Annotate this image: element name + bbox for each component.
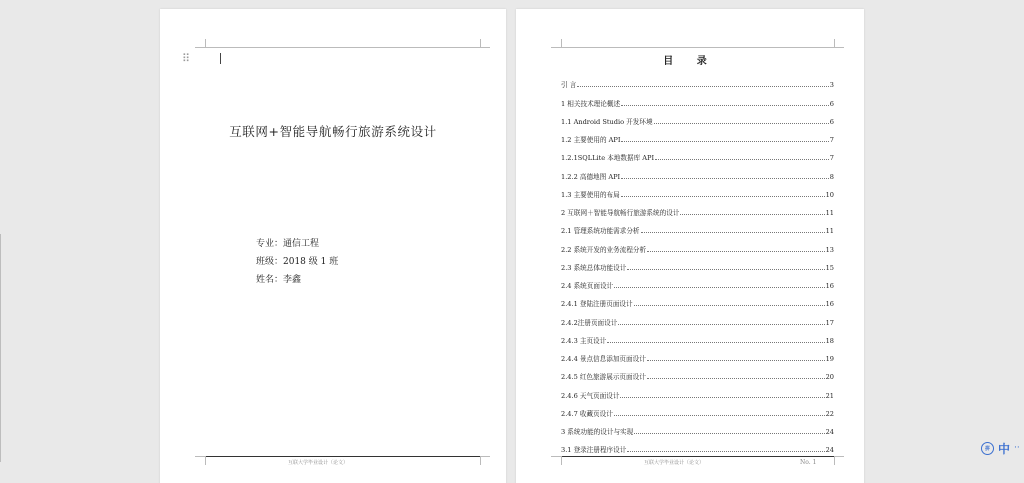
page-number: No. 1 bbox=[800, 459, 817, 466]
toc-entry[interactable] bbox=[561, 363, 834, 381]
toc-leader-dots bbox=[577, 85, 829, 87]
toc-entry-page: 10 bbox=[825, 190, 834, 199]
toc-leader-dots bbox=[647, 250, 824, 252]
toc-leader-dots bbox=[618, 323, 824, 325]
toc-entry-page: 16 bbox=[825, 300, 834, 309]
footer-corner-mark bbox=[561, 456, 562, 465]
toc-entry-page: 7 bbox=[829, 136, 834, 144]
document-page-toc[interactable] bbox=[516, 9, 864, 483]
toc-entry-label: 1.1 Android Studio 开发环境 bbox=[561, 117, 653, 126]
toc-leader-dots bbox=[634, 432, 824, 434]
toc-entry-page: 11 bbox=[825, 227, 834, 236]
header-margin-line bbox=[205, 47, 480, 48]
toc-entry[interactable] bbox=[561, 181, 834, 199]
toc-entry-label: 2.4 系统页面设计 bbox=[561, 282, 614, 290]
toc-entry-label: 3 系统功能的设计与实现 bbox=[561, 428, 634, 436]
toc-entry-page: 7 bbox=[829, 154, 834, 163]
toc-entry-label: 引 言 bbox=[561, 81, 577, 90]
footer-corner-mark bbox=[480, 456, 481, 465]
footer-margin-mark bbox=[834, 456, 844, 457]
info-class: 班级：2018 级 1 班 bbox=[256, 257, 339, 267]
toc-entry[interactable] bbox=[561, 235, 834, 253]
footer-margin-mark bbox=[551, 456, 561, 457]
toc-entry-page: 15 bbox=[825, 263, 834, 272]
toc-entry-label: 2.4.5 红色旅游展示页面设计 bbox=[561, 373, 646, 382]
drag-handle-icon[interactable]: ⠿ bbox=[182, 52, 191, 65]
footer-corner-mark bbox=[834, 456, 835, 465]
toc-entry-label: 1.3 主要使用的布局 bbox=[561, 190, 620, 199]
toc-leader-dots bbox=[654, 122, 829, 124]
toc-entry-label: 2.4.6 天气页面设计 bbox=[561, 391, 620, 400]
page-footer-text: 互联大学毕业设计（论文） bbox=[288, 460, 349, 466]
toc-entry[interactable] bbox=[561, 436, 834, 454]
toc-entry[interactable] bbox=[561, 199, 834, 217]
toc-entry[interactable] bbox=[561, 308, 834, 326]
ime-toolbar[interactable] bbox=[981, 439, 1020, 457]
toc-leader-dots bbox=[607, 341, 824, 343]
toc-entry[interactable] bbox=[561, 418, 834, 436]
toc-entry-page: 18 bbox=[825, 336, 834, 345]
toc-entry-label: 2.4.3 主页设计 bbox=[561, 336, 607, 345]
toc-leader-dots bbox=[621, 195, 825, 197]
toc-entry-page: 13 bbox=[825, 245, 834, 254]
toc-leader-dots bbox=[614, 414, 825, 416]
header-margin-mark bbox=[195, 47, 205, 48]
toc-entry-label: 2.4.7 收藏页设计 bbox=[561, 409, 613, 418]
toc-entry-page: 6 bbox=[829, 117, 834, 126]
toc-entry-page: 16 bbox=[825, 282, 834, 290]
toc-entry-label: 1.2.2 高德地图 API bbox=[561, 172, 621, 181]
toc-entry[interactable] bbox=[561, 290, 834, 308]
toc-leader-dots bbox=[680, 213, 824, 215]
toc-entry-label: 2.1 管理系统功能需求分析 bbox=[561, 227, 640, 236]
toc-entry-label: 3.1 登录注册程序设计 bbox=[561, 446, 627, 455]
info-major: 专业：通信工程 bbox=[256, 239, 320, 249]
toc-entry-label: 2.3 系统总体功能设计 bbox=[561, 263, 627, 272]
toc-heading: 目 录 bbox=[663, 56, 717, 67]
table-of-contents bbox=[561, 71, 834, 454]
toc-leader-dots bbox=[647, 377, 825, 379]
document-title: 互联网+智能导航畅行旅游系统设计 bbox=[229, 124, 437, 139]
toc-entry-label: 2.4.4 景点信息添加页面设计 bbox=[561, 355, 646, 363]
header-margin-mark bbox=[480, 47, 490, 48]
header-margin-line bbox=[561, 47, 834, 48]
page-footer-text: 互联大学毕业设计（论文） bbox=[644, 460, 705, 466]
toc-entry-page: 17 bbox=[825, 318, 834, 327]
header-margin-mark bbox=[834, 47, 844, 48]
toc-entry-page: 8 bbox=[829, 172, 834, 181]
footer-margin-mark bbox=[195, 456, 205, 457]
toc-entry[interactable] bbox=[561, 89, 834, 107]
toc-leader-dots bbox=[627, 450, 824, 452]
scroll-edge bbox=[0, 234, 1, 462]
toc-leader-dots bbox=[634, 304, 825, 306]
toc-leader-dots bbox=[641, 231, 825, 233]
toc-leader-dots bbox=[620, 396, 824, 398]
toc-entry-label: 2 互联网＋智能导航畅行旅游系统的设计 bbox=[561, 209, 680, 217]
toc-entry-page: 11 bbox=[825, 209, 834, 217]
document-page-cover[interactable] bbox=[160, 9, 506, 483]
toc-entry-page: 20 bbox=[825, 373, 834, 382]
footer-margin-mark bbox=[480, 456, 490, 457]
toc-leader-dots bbox=[647, 359, 825, 361]
toc-entry-label: 1 相关技术理论概述 bbox=[561, 99, 621, 108]
toc-entry-label: 2.4.1 登陆注册页面设计 bbox=[561, 300, 633, 309]
toc-entry[interactable] bbox=[561, 381, 834, 399]
toc-entry-page: 6 bbox=[829, 99, 834, 108]
ime-mode-toggle[interactable]: 中 bbox=[998, 441, 1011, 456]
toc-entry-label: 1.2.1SQLLite 本地数据库 API bbox=[561, 154, 655, 163]
info-name: 姓名：李鑫 bbox=[256, 275, 302, 285]
text-cursor bbox=[220, 53, 221, 64]
toc-entry-label: 2.2 系统开发的业务流程分析 bbox=[561, 245, 647, 254]
toc-entry-page: 24 bbox=[825, 446, 834, 455]
toc-entry-page: 24 bbox=[825, 428, 834, 436]
toc-entry[interactable] bbox=[561, 327, 834, 345]
toc-entry-page: 19 bbox=[825, 355, 834, 363]
toc-entry[interactable] bbox=[561, 217, 834, 235]
toc-entry[interactable] bbox=[561, 345, 834, 363]
toc-entry[interactable] bbox=[561, 144, 834, 162]
toc-leader-dots bbox=[655, 158, 829, 160]
toc-entry[interactable] bbox=[561, 272, 834, 290]
header-margin-mark bbox=[551, 47, 561, 48]
toc-entry-page: 21 bbox=[825, 391, 834, 400]
footer-corner-mark bbox=[205, 456, 206, 465]
toc-leader-dots bbox=[621, 104, 829, 106]
footer-rule bbox=[561, 456, 834, 457]
toc-entry[interactable] bbox=[561, 400, 834, 418]
toc-entry[interactable] bbox=[561, 108, 834, 126]
footer-rule bbox=[205, 456, 480, 457]
toc-entry-page: 3 bbox=[829, 81, 834, 90]
toc-entry-label: 2.4.2注册页面设计 bbox=[561, 318, 618, 327]
toc-entry-label: 1.2 主要使用的 API bbox=[561, 136, 621, 144]
toc-leader-dots bbox=[614, 286, 824, 288]
toc-entry[interactable] bbox=[561, 254, 834, 272]
toc-entry[interactable] bbox=[561, 162, 834, 180]
toc-leader-dots bbox=[627, 268, 824, 270]
toc-entry-page: 22 bbox=[825, 409, 834, 418]
toc-entry[interactable] bbox=[561, 126, 834, 144]
toc-entry[interactable] bbox=[561, 71, 834, 89]
toc-leader-dots bbox=[621, 177, 829, 179]
ime-logo-icon[interactable]: 拼 bbox=[981, 442, 994, 455]
toc-leader-dots bbox=[621, 140, 828, 142]
ime-more-icon[interactable]: ·· bbox=[1014, 443, 1020, 453]
